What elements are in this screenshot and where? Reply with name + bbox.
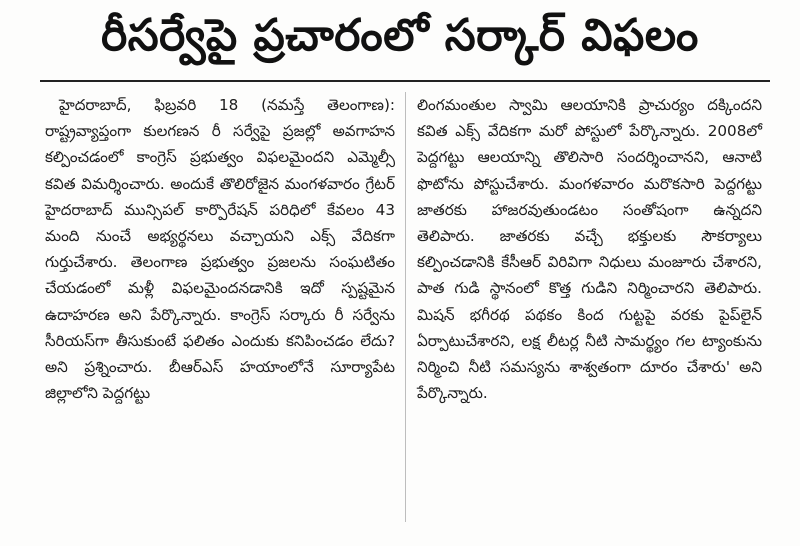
article-column-left (45, 92, 395, 406)
article-body-left: రాష్ట్రవ్యాప్తంగా కులగణన రీ సర్వేపై ప్రజల్లో అవగాహన కల్పించడంలో కాంగ్రెస్ ప్రభుత్వం విఫలమైందని ఎమ్మెల్సీ కవిత విమర్శించారు. అందుకే తొలిరోజైన మంగళవారం గ్రేటర్ హైదరాబాద్ మున్సిపల్ కార్పొరేషన్ పరిధిలో కేవలం 43 మంది నుంచే అభ్యర్థనలు వచ్చాయని ఎక్స్ వేదికగా గుర్తుచేశారు. తెలంగాణ ప్రభుత్వం ప్రజలను సంఘటితం చేయడంలో మళ్లీ విఫలమైందనడానికి ఇదో స్పష్టమైన ఉదాహరణ అని పేర్కొన్నారు. కాంగ్రెస్ సర్కారు రీ సర్వేను సీరియస్‌గా తీసుకుంటే ఫలితం ఎందుకు కనిపించడం లేదు? అని ప్రశ్నించారు. బీఆర్ఎస్ హయాంలోనే సూర్యాపేట జిల్లాలోని పెద్దగట్టు (45, 122, 395, 403)
article-column-right (417, 92, 762, 406)
article-headline: రీసర్వేపై ప్రచారంలో సర్కార్ విఫలం (101, 10, 699, 61)
column-divider (405, 92, 406, 522)
headline-rule (40, 80, 770, 82)
article-dateline: హైదరాబాద్, ఫిబ్రవరి 18 (నమస్తే తెలంగాణ): (59, 96, 395, 114)
scan-edge (782, 0, 800, 546)
article-paragraph-left (45, 92, 395, 406)
article-body-right: లింగమంతుల స్వామి ఆలయానికి ప్రాచుర్యం దక్కిందని కవిత ఎక్స్ వేదికగా మరో పోస్టులో పేర్కొన్నారు. 2008లో పెద్దగట్టు ఆలయాన్ని తొలిసారి సందర్శించానని, ఆనాటి ఫొటోను పోస్టుచేశారు. మంగళవారం మరొకసారి పెద్దగట్టు జాతరకు హాజరవుతుండటం సంతోషంగా ఉన్నదని తెలిపారు. జాతరకు వచ్చే భక్తులకు సౌకర్యాలు కల్పించడానికి కేసీఆర్ విరివిగా నిధులు మంజూరు చేశారని, పాత గుడి స్థానంలో కొత్త గుడిని నిర్మించారని తెలిపారు. మిషన్ భగీరథ పథకం కింద గుట్టపై వరకు పైప్‌లైన్ ఏర్పాటుచేశారని, లక్ష లీటర్ల నీటి సామర్థ్యం గల ట్యాంకును నిర్మించి నీటి సమస్యను శాశ్వతంగా దూరం చేశారు' అని పేర్కొన్నారు. (417, 96, 762, 403)
article-paragraph-right (417, 92, 762, 406)
